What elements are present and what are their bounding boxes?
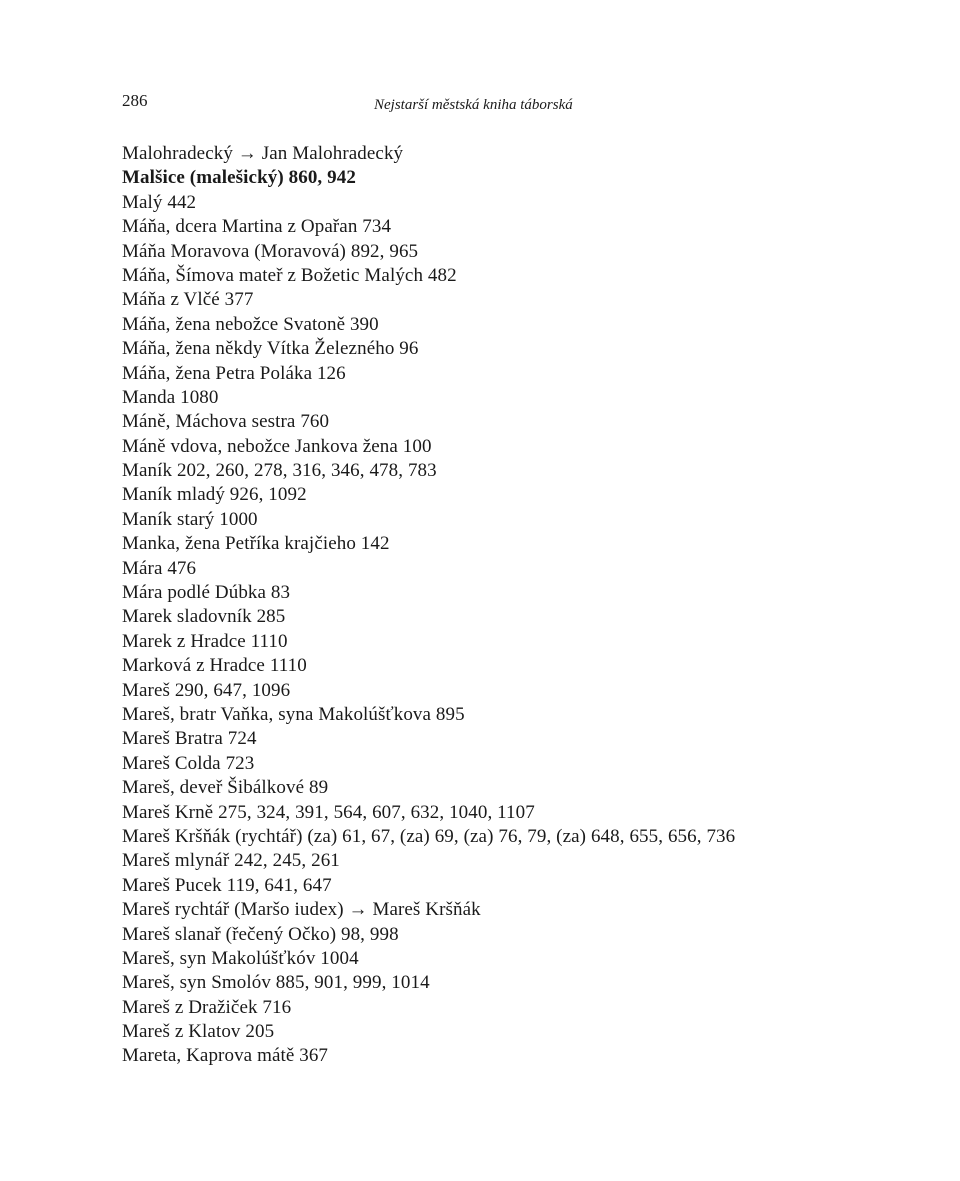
index-entry: Mareš rychtář (Maršo iudex) → Mareš Kršňák [122,899,481,921]
index-entry: Manda 1080 [122,386,219,408]
index-entry: Manka, žena Petříka krajčieho 142 [122,533,390,555]
index-entry: Marek sladovník 285 [122,606,286,628]
index-entry: Mareš, bratr Vaňka, syna Makolúšťkova 895 [122,703,465,725]
index-entry: Mára 476 [122,557,197,579]
index-entry: Máňa, dcera Martina z Opařan 734 [122,216,392,238]
index-entry: Mareš Colda 723 [122,752,255,774]
index-entry: Malšice (malešický) 860, 942 [122,167,356,189]
index-entry: Mareš Bratra 724 [122,728,257,750]
index-entry: Máňa, žena Petra Poláka 126 [122,362,346,384]
index-entry: Marková z Hradce 1110 [122,655,307,677]
index-entry: Maník starý 1000 [122,508,258,530]
index-entry: Mareš Kršňák (rychtář) (za) 61, 67, (za) 69, (za) 76, 79, (za) 648, 655, 656, 736 [122,825,736,847]
index-entry: Mareš, syn Smolóv 885, 901, 999, 1014 [122,972,430,994]
index-entry: Marek z Hradce 1110 [122,630,288,652]
index-entry: Máňa z Vlčé 377 [122,289,254,311]
index-entry: Maník 202, 260, 278, 316, 346, 478, 783 [122,460,437,482]
index-entry: Mareš Pucek 119, 641, 647 [122,874,332,896]
index-entry: Mareš z Klatov 205 [122,1021,275,1043]
index-entry: Mareš mlynář 242, 245, 261 [122,850,340,872]
index-entry: Mára podlé Dúbka 83 [122,582,291,604]
index-entry: Mareta, Kaprova mátě 367 [122,1045,329,1067]
index-list [122,142,735,1069]
index-entry: Mareš Krně 275, 324, 391, 564, 607, 632, 1040, 1107 [122,801,535,823]
index-entry: Mareš slanař (řečený Očko) 98, 998 [122,923,399,945]
index-entry: Máně, Máchova sestra 760 [122,411,330,433]
index-entry: Malohradecký → Jan Malohradecký [122,143,404,164]
running-title: Nejstarší městská kniha táborská [374,97,573,113]
index-entry: Mareš, syn Makolúšťkóv 1004 [122,947,359,969]
index-entry: Mareš z Dražiček 716 [122,996,292,1018]
index-entry: Malý 442 [122,191,197,213]
index-entry: Mareš, deveř Šibálkové 89 [122,777,329,799]
index-entry: Maník mladý 926, 1092 [122,484,307,506]
index-entry: Máňa, žena někdy Vítka Železného 96 [122,338,419,360]
index-entry: Mareš 290, 647, 1096 [122,679,291,701]
page-number: 286 [122,91,148,110]
index-entry: Máňa, Šímova mateř z Božetic Malých 482 [122,264,457,286]
index-entry: Máňa Moravova (Moravová) 892, 965 [122,240,419,262]
index-entry: Máně vdova, nebožce Jankova žena 100 [122,435,432,457]
index-entry: Máňa, žena nebožce Svatoně 390 [122,313,379,335]
